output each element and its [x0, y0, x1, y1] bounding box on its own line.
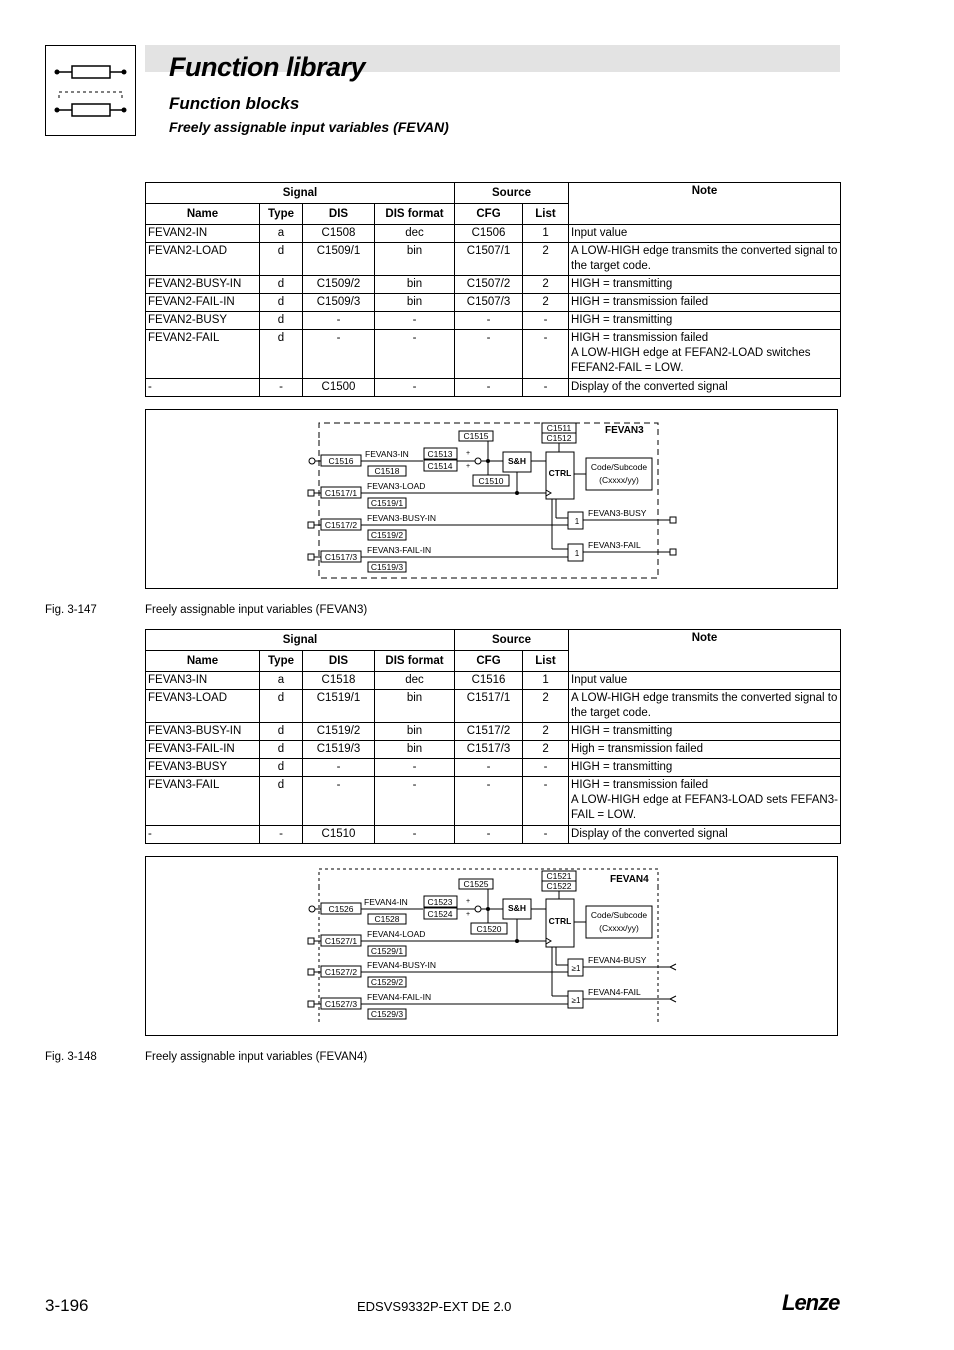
- cell-type: d: [260, 276, 303, 294]
- cfg-label: C1517/2: [324, 520, 358, 530]
- cell-note: Display of the converted signal: [569, 379, 841, 397]
- header-dis-format: DIS format: [375, 651, 455, 672]
- cell-list: 2: [523, 723, 569, 741]
- cell-note: A LOW-HIGH edge transmits the converted signal to the target code.: [569, 243, 841, 276]
- cell-cfg: C1507/3: [455, 294, 523, 312]
- code-label: C1514: [427, 461, 453, 471]
- table-row: [146, 294, 841, 312]
- cell-note: HIGH = transmission failed: [569, 294, 841, 312]
- cell-cfg: -: [455, 826, 523, 844]
- cell-note: HIGH = transmitting: [569, 723, 841, 741]
- cell-dis: C1519/1: [303, 690, 375, 723]
- dis-label: C1518: [374, 466, 400, 476]
- input-label: FEVAN4-IN: [364, 897, 408, 907]
- code-label: C1510: [478, 476, 504, 486]
- document-id: EDSVS9332P-EXT DE 2.0: [357, 1299, 512, 1314]
- cell-type: d: [260, 741, 303, 759]
- sample-hold-label: S&H: [508, 903, 526, 913]
- note-line: A LOW-HIGH edge at FEFAN2-LOAD switches FEFAN2-FAIL = LOW.: [571, 347, 811, 374]
- summation-node: [475, 458, 481, 464]
- header-cfg: CFG: [455, 651, 523, 672]
- cfg-label: C1517/3: [324, 552, 358, 562]
- cell-cfg: -: [455, 379, 523, 397]
- note-line: HIGH = transmission failed: [571, 779, 709, 791]
- figure-caption: Freely assignable input variables (FEVAN4): [145, 1051, 368, 1063]
- target-code-label: (Cxxxx/yy): [599, 923, 639, 933]
- cell-name: FEVAN3-BUSY-IN: [146, 723, 260, 741]
- table-row: [146, 723, 841, 741]
- fevan3-diagram: [145, 409, 838, 589]
- plus-sign: +: [466, 450, 471, 457]
- cell-name: -: [146, 379, 260, 397]
- cfg-label: C1527/1: [324, 936, 358, 946]
- cell-dis-format: -: [375, 312, 455, 330]
- input-label: FEVAN3-BUSY-IN: [367, 513, 436, 523]
- signal-table-fevan3: [145, 629, 841, 844]
- cell-cfg: -: [455, 312, 523, 330]
- cell-type: a: [260, 672, 303, 690]
- or-gate-label: ≥1: [571, 996, 581, 1005]
- plus-sign: +: [466, 898, 471, 905]
- cell-dis: C1519/2: [303, 723, 375, 741]
- cell-type: -: [260, 379, 303, 397]
- cell-list: 2: [523, 243, 569, 276]
- or-gate-label: 1: [574, 517, 580, 526]
- header-list: List: [523, 651, 569, 672]
- cell-name: FEVAN2-BUSY: [146, 312, 260, 330]
- cell-note: [569, 330, 841, 379]
- dis-label: C1529/2: [370, 977, 404, 987]
- circuit-icon: [46, 46, 135, 135]
- page-number: 3-196: [45, 1296, 89, 1315]
- cell-cfg: C1517/3: [455, 741, 523, 759]
- cell-name: FEVAN3-FAIL: [146, 777, 260, 826]
- note-line: HIGH = transmission failed: [571, 332, 709, 344]
- cell-dis-format: bin: [375, 276, 455, 294]
- table-row: [146, 690, 841, 723]
- cell-list: -: [523, 826, 569, 844]
- target-code-label: Code/Subcode: [590, 462, 648, 472]
- subsection-title: Freely assignable input variables (FEVAN): [169, 119, 449, 135]
- table-row: [146, 225, 841, 243]
- cell-list: 2: [523, 741, 569, 759]
- cell-dis-format: dec: [375, 672, 455, 690]
- input-label: FEVAN3-FAIL-IN: [367, 545, 432, 555]
- header-type: Type: [260, 204, 303, 225]
- header-list: List: [523, 204, 569, 225]
- cell-type: -: [260, 826, 303, 844]
- cell-dis: C1518: [303, 672, 375, 690]
- cell-note: [569, 777, 841, 826]
- cell-cfg: C1506: [455, 225, 523, 243]
- cell-dis-format: bin: [375, 741, 455, 759]
- block-name: FEVAN3: [605, 425, 644, 436]
- cell-note: HIGH = transmitting: [569, 276, 841, 294]
- header-source: Source: [455, 183, 569, 204]
- table-row: [146, 672, 841, 690]
- header-note: Note: [569, 630, 841, 672]
- output-label: FEVAN4-BUSY: [588, 955, 647, 965]
- input-label: FEVAN4-FAIL-IN: [367, 992, 432, 1002]
- signal-table-fevan2: [145, 182, 841, 397]
- note-line: A LOW-HIGH edge at FEFAN3-LOAD sets FEFAN3-FAIL = LOW.: [571, 794, 838, 821]
- header-dis: DIS: [303, 651, 375, 672]
- function-block-icon: [45, 45, 136, 136]
- cell-dis-format: -: [375, 759, 455, 777]
- table-row: [146, 826, 841, 844]
- input-label: FEVAN4-BUSY-IN: [367, 960, 436, 970]
- table-row: [146, 312, 841, 330]
- lenze-logo: Lenze: [782, 1290, 840, 1315]
- code-label: C1520: [476, 924, 502, 934]
- header-source: Source: [455, 630, 569, 651]
- cell-cfg: C1517/1: [455, 690, 523, 723]
- cell-dis: C1500: [303, 379, 375, 397]
- header-name: Name: [146, 204, 260, 225]
- cell-type: d: [260, 294, 303, 312]
- cell-dis: -: [303, 759, 375, 777]
- cell-dis-format: bin: [375, 723, 455, 741]
- cfg-label: C1526: [328, 904, 354, 914]
- output-label: FEVAN4-FAIL: [588, 987, 641, 997]
- target-code-label: (Cxxxx/yy): [599, 475, 639, 485]
- cell-name: FEVAN3-FAIL-IN: [146, 741, 260, 759]
- header-note: Note: [569, 183, 841, 225]
- summation-node: [475, 906, 481, 912]
- cell-note: A LOW-HIGH edge transmits the converted signal to the target code.: [569, 690, 841, 723]
- cell-cfg: C1517/2: [455, 723, 523, 741]
- header-type: Type: [260, 651, 303, 672]
- cell-type: d: [260, 312, 303, 330]
- cell-list: 2: [523, 690, 569, 723]
- header-dis: DIS: [303, 204, 375, 225]
- cell-note: Input value: [569, 672, 841, 690]
- ctrl-label: CTRL: [548, 468, 572, 478]
- fevan4-diagram: [145, 856, 838, 1036]
- code-label: C1513: [427, 449, 453, 459]
- code-label: C1512: [546, 433, 572, 443]
- cell-list: 1: [523, 225, 569, 243]
- cell-note: High = transmission failed: [569, 741, 841, 759]
- cell-name: FEVAN3-BUSY: [146, 759, 260, 777]
- cell-type: d: [260, 690, 303, 723]
- cell-dis-format: bin: [375, 690, 455, 723]
- table-row: [146, 759, 841, 777]
- figure-number: Fig. 3-147: [45, 604, 97, 616]
- cell-dis: C1510: [303, 826, 375, 844]
- cell-type: d: [260, 777, 303, 826]
- cell-type: d: [260, 330, 303, 379]
- section-title: Function blocks: [169, 94, 300, 113]
- cell-dis-format: -: [375, 826, 455, 844]
- dis-label: C1528: [374, 914, 400, 924]
- cell-list: -: [523, 777, 569, 826]
- input-label: FEVAN3-IN: [365, 449, 409, 459]
- cell-dis-format: dec: [375, 225, 455, 243]
- cfg-label: C1516: [328, 456, 354, 466]
- header-dis-format: DIS format: [375, 204, 455, 225]
- cell-list: -: [523, 330, 569, 379]
- cell-cfg: -: [455, 330, 523, 379]
- cell-dis: C1509/3: [303, 294, 375, 312]
- table-row: [146, 276, 841, 294]
- dis-label: C1529/1: [370, 946, 404, 956]
- cfg-label: C1517/1: [324, 488, 358, 498]
- code-label: C1525: [463, 879, 489, 889]
- cell-type: d: [260, 759, 303, 777]
- table-row: [146, 741, 841, 759]
- code-label: C1522: [546, 881, 572, 891]
- table-row: [146, 330, 841, 379]
- cell-cfg: C1516: [455, 672, 523, 690]
- cfg-label: C1527/2: [324, 967, 358, 977]
- cell-dis-format: -: [375, 777, 455, 826]
- cell-dis-format: -: [375, 330, 455, 379]
- cfg-label: C1527/3: [324, 999, 358, 1009]
- fevan3-block-diagram: [146, 410, 837, 588]
- table-row: [146, 777, 841, 826]
- header-cfg: CFG: [455, 204, 523, 225]
- cell-cfg: -: [455, 759, 523, 777]
- cell-name: FEVAN2-IN: [146, 225, 260, 243]
- cell-name: FEVAN2-FAIL: [146, 330, 260, 379]
- cell-name: FEVAN3-LOAD: [146, 690, 260, 723]
- cell-dis-format: -: [375, 379, 455, 397]
- cell-name: FEVAN2-LOAD: [146, 243, 260, 276]
- cell-note: Display of the converted signal: [569, 826, 841, 844]
- plus-sign: +: [466, 911, 471, 918]
- cell-name: FEVAN2-FAIL-IN: [146, 294, 260, 312]
- cell-list: 2: [523, 276, 569, 294]
- fevan4-block-diagram: [146, 857, 837, 1035]
- or-gate-label: ≥1: [571, 964, 581, 973]
- ctrl-label: CTRL: [548, 916, 572, 926]
- cell-dis-format: bin: [375, 294, 455, 312]
- table-row: [146, 379, 841, 397]
- target-code-label: Code/Subcode: [590, 910, 648, 920]
- cell-dis: C1508: [303, 225, 375, 243]
- cell-dis: -: [303, 312, 375, 330]
- header-signal: Signal: [146, 183, 455, 204]
- cell-cfg: C1507/1: [455, 243, 523, 276]
- cell-dis: C1509/2: [303, 276, 375, 294]
- plus-sign: +: [466, 463, 471, 470]
- cell-dis: C1519/3: [303, 741, 375, 759]
- sample-hold-label: S&H: [508, 456, 526, 466]
- header-name: Name: [146, 651, 260, 672]
- table-row: [146, 243, 841, 276]
- cell-list: -: [523, 379, 569, 397]
- cell-type: d: [260, 243, 303, 276]
- cell-list: -: [523, 312, 569, 330]
- cell-dis: -: [303, 777, 375, 826]
- dis-label: C1519/2: [370, 530, 404, 540]
- cell-name: FEVAN2-BUSY-IN: [146, 276, 260, 294]
- dis-label: C1529/3: [370, 1009, 404, 1019]
- cell-cfg: C1507/2: [455, 276, 523, 294]
- block-name: FEVAN4: [610, 874, 649, 885]
- cell-list: 1: [523, 672, 569, 690]
- figure-number: Fig. 3-148: [45, 1051, 97, 1063]
- code-label: C1521: [546, 871, 572, 881]
- or-gate-label: 1: [574, 549, 580, 558]
- dis-label: C1519/3: [370, 562, 404, 572]
- cell-name: -: [146, 826, 260, 844]
- cell-note: HIGH = transmitting: [569, 759, 841, 777]
- cell-list: 2: [523, 294, 569, 312]
- code-label: C1524: [427, 909, 453, 919]
- code-label: C1523: [427, 897, 453, 907]
- figure-caption: Freely assignable input variables (FEVAN3): [145, 604, 368, 616]
- cell-dis: -: [303, 330, 375, 379]
- cell-name: FEVAN3-IN: [146, 672, 260, 690]
- code-label: C1515: [463, 431, 489, 441]
- page-title: Function library: [169, 52, 366, 82]
- cell-note: Input value: [569, 225, 841, 243]
- input-label: FEVAN4-LOAD: [367, 929, 426, 939]
- dis-label: C1519/1: [370, 498, 404, 508]
- output-label: FEVAN3-FAIL: [588, 540, 641, 550]
- cell-type: d: [260, 723, 303, 741]
- cell-dis: C1509/1: [303, 243, 375, 276]
- cell-dis-format: bin: [375, 243, 455, 276]
- code-label: C1511: [546, 423, 572, 433]
- cell-list: -: [523, 759, 569, 777]
- output-label: FEVAN3-BUSY: [588, 508, 647, 518]
- cell-note: HIGH = transmitting: [569, 312, 841, 330]
- header-signal: Signal: [146, 630, 455, 651]
- input-label: FEVAN3-LOAD: [367, 481, 426, 491]
- cell-type: a: [260, 225, 303, 243]
- cell-cfg: -: [455, 777, 523, 826]
